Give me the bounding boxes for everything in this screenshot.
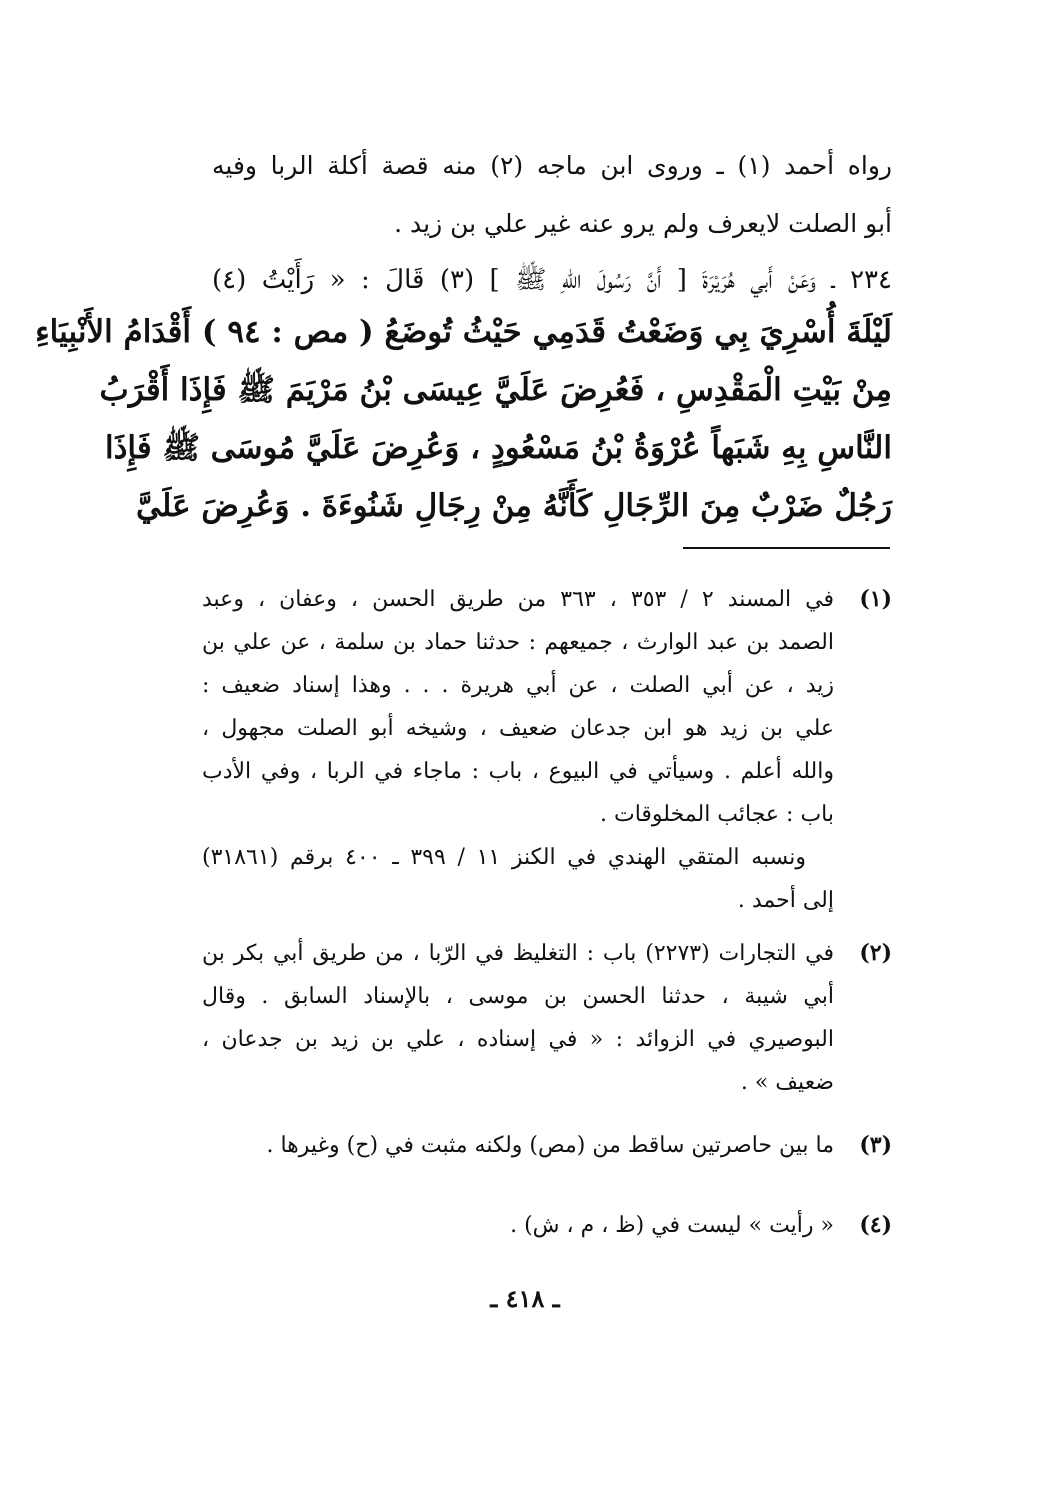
page-number: ـ ٤١٨ ـ [490, 1284, 560, 1313]
footnote-number: (٢) [859, 940, 892, 966]
footnote-number: (١) [859, 586, 892, 612]
footnote-number: (٤) [859, 1212, 892, 1238]
hadith-line-2: لَيْلَةَ أُسْرِيَ بِي وَضَعْتُ قَدَمِي حَيْثُ تُوضَعُ ( مص : ٩٤ ) أَقْدَامُ الأَنْبِيَاءِ [35, 314, 892, 350]
footnote-line: البوصيري في الزوائد : « في إسناده ، علي بن زيد بن جدعان ، [202, 1027, 834, 1052]
footnote-line: في التجارات (٢٢٧٣) باب : التغليظ في الرّبا ، من طريق أبي بكر بن [202, 941, 834, 966]
footnote-3 [202, 1124, 892, 1167]
intro-line-2: أبو الصلت لايعرف ولم يرو عنه غير علي بن زيد . [394, 209, 892, 238]
footnote-line: أبي شيبة ، حدثنا الحسن بن موسى ، بالإسناد السابق . وقال [202, 984, 834, 1009]
footnote-line: والله أعلم . وسيأتي في البيوع ، باب : ماجاء في الربا ، وفي الأدب [202, 759, 834, 784]
footnote-number: (٣) [859, 1132, 892, 1158]
intro-line-1: رواه أحمد (١) ـ وروى ابن ماجه (٢) منه قصة أكلة الربا وفيه [212, 151, 892, 180]
footnote-1 [202, 578, 892, 922]
footnote-line: « رأيت » ليست في (ظ ، م ، ش) . [510, 1213, 834, 1238]
footnote-line: باب : عجائب المخلوقات . [600, 802, 834, 827]
footnote-line: علي بن زيد هو ابن جدعان ضعيف ، وشيخه أبو الصلت مجهول ، [202, 716, 834, 741]
footnote-line: ونسبه المتقي الهندي في الكنز ١١ / ٣٩٩ ـ ٤٠٠ برقم (٣١٨٦١) [202, 845, 807, 870]
footnote-line: في المسند ٢ / ٣٥٣ ، ٣٦٣ من طريق الحسن ، وعفان ، وعبد [202, 587, 834, 612]
footnote-separator [683, 547, 890, 549]
footnote-line: الصمد بن عبد الوارث ، جميعهم : حدثنا حماد بن سلمة ، عن علي بن [202, 630, 834, 655]
hadith-line-1: ٢٣٤ ـ وَعَنْ أَبي هُرَيْرَةَ [ أَنَّ رَسُولَ اللهِ ﷺ ] (٣) قَالَ : « رَأَيْتُ (٤) [212, 265, 892, 295]
footnote-line: إلى أحمد . [737, 888, 834, 913]
footnote-line: زيد ، عن أبي الصلت ، عن أبي هريرة . . . وهذا إسناد ضعيف : [202, 673, 834, 698]
footnote-4 [202, 1204, 892, 1247]
footnote-2 [202, 932, 892, 1104]
footnote-line: ما بين حاصرتين ساقط من (مص) ولكنه مثبت في (ح) وغيرها . [266, 1133, 834, 1158]
hadith-line-5: رَجُلٌ ضَرْبٌ مِنَ الرِّجَالِ كَأَنَّهُ مِنْ رِجَالِ شَنُوءَةَ . وَعُرِضَ عَلَيَّ [135, 488, 892, 524]
footnote-line: ضعيف » . [740, 1070, 834, 1095]
hadith-line-3: مِنْ بَيْتِ الْمَقْدِسِ ، فَعُرِضَ عَلَيَّ عِيسَى بْنُ مَرْيَمَ ﷺ فَإِذَا أَقْرَبُ [99, 372, 892, 408]
hadith-line-4: النَّاسِ بِهِ شَبَهاً عُرْوَةُ بْنُ مَسْعُودٍ ، وَعُرِضَ عَلَيَّ مُوسَى ﷺ فَإِذَا [104, 430, 892, 466]
